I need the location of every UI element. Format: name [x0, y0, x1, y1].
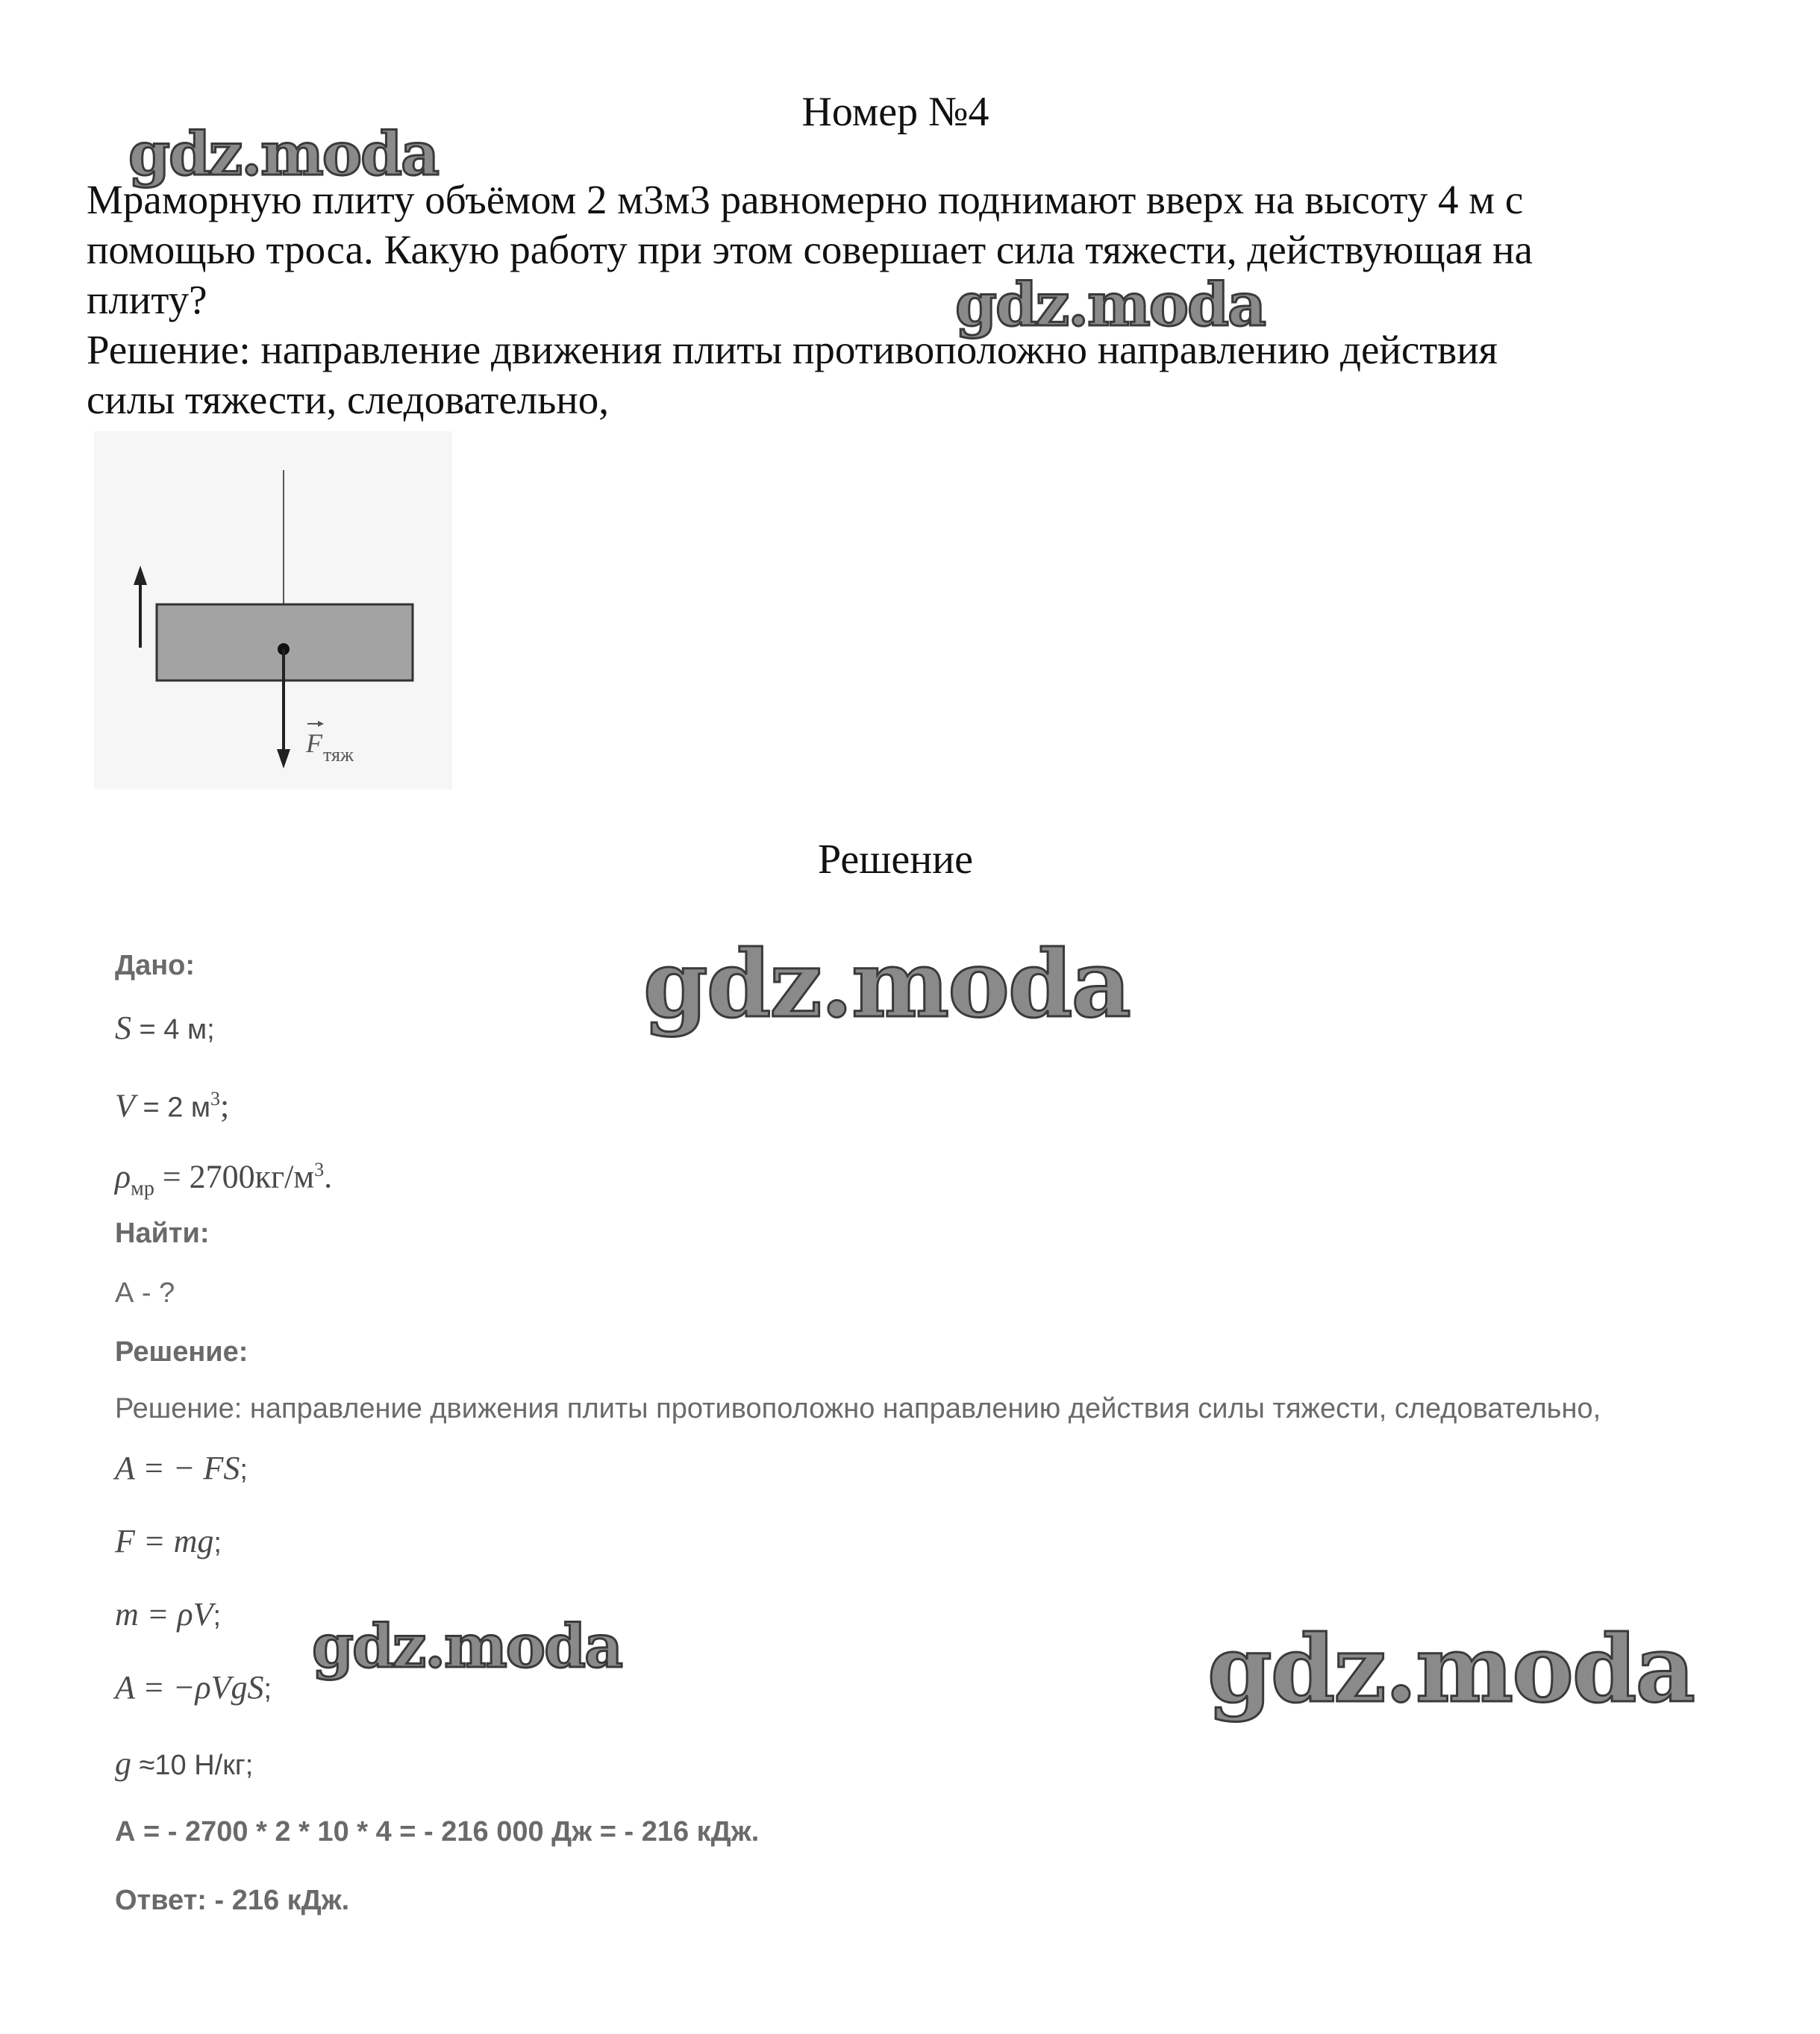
problem-line: плиту? — [87, 277, 207, 322]
given-density — [115, 1149, 332, 1210]
find-label: Найти: — [115, 1218, 210, 1249]
watermark: gdz.moda — [955, 269, 1265, 339]
formula-sep: ; — [263, 1674, 272, 1705]
density-subscript: мр — [131, 1177, 154, 1201]
gravity-constant-value: ≈10 Н/кг; — [131, 1750, 254, 1781]
force-diagram-svg — [94, 431, 452, 789]
problem-text — [87, 175, 1758, 425]
formula-work-expanded-expr: A = −ρVgS — [115, 1669, 264, 1706]
problem-line: силы тяжести, следовательно, — [87, 377, 609, 422]
formula-sep: ; — [213, 1527, 222, 1559]
var-g: g — [115, 1745, 131, 1782]
watermark: gdz.moda — [128, 119, 438, 189]
given-volume — [115, 1078, 229, 1129]
watermark: gdz.moda — [312, 1611, 622, 1681]
solution-text: Решение: направление движения плиты противоположно направлению действия силы тяжести, следовательно, — [115, 1393, 1601, 1424]
force-subscript: тяж — [323, 744, 354, 766]
problem-line: помощью троса. Какую работу при этом совершает сила тяжести, действующая на — [87, 227, 1533, 272]
given-volume-end: ; — [220, 1087, 230, 1124]
given-density-end: . — [324, 1158, 333, 1195]
formula-sep: ; — [240, 1454, 248, 1486]
var-v: V — [115, 1087, 135, 1124]
formula-work-expr: A = − FS — [115, 1450, 240, 1486]
problem-line: Решение: направление движения плиты противоположно направлению действия — [87, 327, 1498, 372]
solution-heading: Решение — [817, 836, 974, 883]
given-distance-value: = 4 м; — [131, 1014, 215, 1045]
gravity-constant — [115, 1743, 253, 1786]
calculation: А = - 2700 * 2 * 10 * 4 = - 216 000 Дж = - 216 кДж. — [115, 1816, 760, 1847]
answer: Ответ: - 216 кДж. — [115, 1885, 350, 1916]
solution-label: Решение: — [115, 1336, 248, 1368]
given-distance — [115, 1007, 215, 1051]
given-density-value: = 2700кг/м — [154, 1158, 315, 1195]
formula-work — [115, 1448, 248, 1491]
formula-force — [115, 1521, 222, 1564]
given-label: Дано: — [115, 950, 196, 981]
var-s: S — [115, 1010, 131, 1046]
formula-sep: ; — [213, 1600, 222, 1632]
var-rho: ρ — [115, 1158, 131, 1195]
page-title: Номер №4 — [801, 89, 989, 135]
force-diagram — [94, 431, 452, 789]
formula-work-expanded — [115, 1667, 272, 1710]
formula-mass-expr: m = ρV — [115, 1596, 213, 1633]
watermark: gdz.moda — [1207, 1615, 1694, 1724]
watermark: gdz.moda — [643, 930, 1130, 1039]
vector-bar-tip — [318, 721, 324, 727]
force-symbol: F — [306, 728, 322, 758]
given-volume-value: = 2 м — [134, 1092, 211, 1124]
given-density-exponent: 3 — [314, 1159, 325, 1180]
given-volume-exponent: 3 — [210, 1088, 221, 1110]
formula-mass — [115, 1594, 221, 1637]
formula-force-expr: F = mg — [115, 1523, 214, 1559]
gravity-arrow-head — [277, 749, 290, 769]
problem-line: Мраморную плиту объёмом 2 м3м3 равномерно поднимают вверх на высоту 4 м с — [87, 177, 1524, 222]
motion-arrow-head — [134, 566, 147, 585]
find-value: А - ? — [115, 1277, 175, 1309]
